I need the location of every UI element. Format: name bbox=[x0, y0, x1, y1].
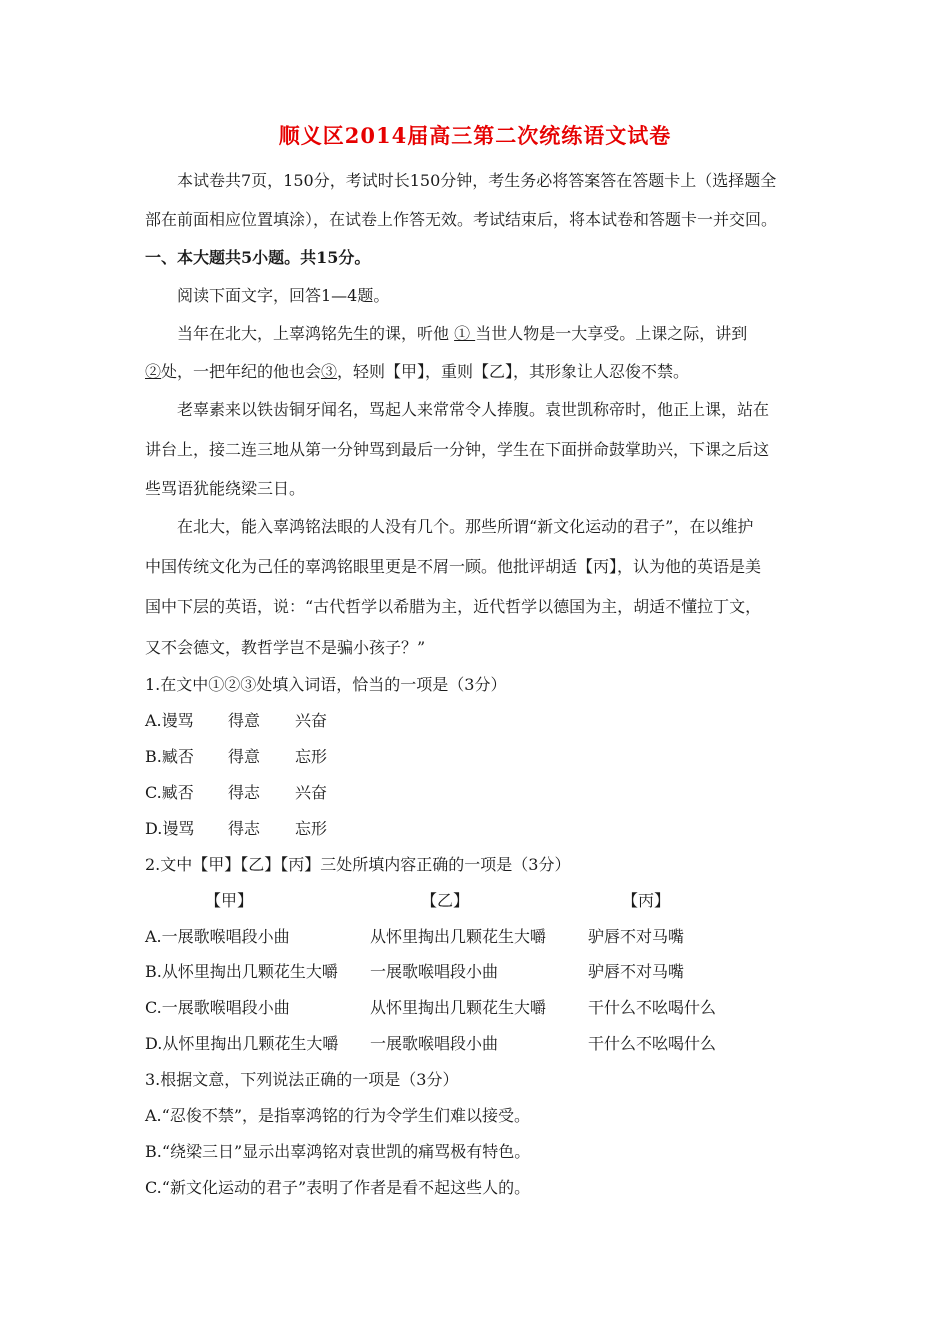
option-text: 一展歌喉唱段小曲 bbox=[370, 962, 499, 981]
passage-p1-line-2 bbox=[145, 359, 689, 382]
intro-line-1: 本试卷共7页，150分，考试时长150分钟，考生务必将答案答在答题卡上（选择题全 bbox=[177, 171, 777, 190]
passage-p3-line-4: 又不会德文，教哲学岂不是骗小孩子？” bbox=[145, 638, 426, 657]
intro-line-2: 部在前面相应位置填涂），在试卷上作答无效。考试结束后，将本试卷和答题卡一并交回。 bbox=[145, 210, 778, 229]
option-word: 忘形 bbox=[295, 747, 328, 766]
option-text: 从怀里掏出几颗花生大嚼 bbox=[370, 927, 547, 946]
option-word: 得意 bbox=[228, 711, 261, 730]
question-3-option-a: A.“忍俊不禁”，是指辜鸿铭的行为令学生们难以接受。 bbox=[145, 1106, 531, 1125]
blank-1: ① bbox=[454, 324, 476, 343]
question-1-stem: 1.在文中①②③处填入词语，恰当的一项是（3分） bbox=[145, 675, 507, 694]
option-label: D.谩骂 bbox=[145, 819, 195, 838]
option-text: 干什么不吆喝什么 bbox=[588, 1034, 717, 1053]
passage-text: 当年在北大，上辜鸿铭先生的课，听他 bbox=[177, 324, 455, 343]
column-header-bing: 【丙】 bbox=[622, 891, 671, 910]
passage-p3-line-3: 国中下层的英语，说：“古代哲学以希腊为主，近代哲学以德国为主，胡适不懂拉丁文， bbox=[145, 597, 762, 616]
passage-p3-line-1: 在北大，能入辜鸿铭法眼的人没有几个。那些所谓“新文化运动的君子”，在以维护 bbox=[177, 517, 754, 536]
blank-3: ③ bbox=[321, 362, 338, 381]
section-heading: 一、本大题共5小题。共15分。 bbox=[145, 248, 371, 267]
option-text: A.一展歌喉唱段小曲 bbox=[145, 927, 290, 946]
passage-p3-line-2: 中国传统文化为己任的辜鸿铭眼里更是不屑一顾。他批评胡适【丙】，认为他的英语是美 bbox=[145, 557, 762, 576]
question-3-option-c: C.“新文化运动的君子”表明了作者是看不起这些人的。 bbox=[145, 1178, 531, 1197]
option-word: 兴奋 bbox=[295, 711, 328, 730]
column-header-yi: 【乙】 bbox=[421, 891, 470, 910]
option-word: 得意 bbox=[228, 747, 261, 766]
option-label: C.臧否 bbox=[145, 783, 194, 802]
option-text: 一展歌喉唱段小曲 bbox=[370, 1034, 499, 1053]
passage-text: ，轻则【甲】，重则【乙】，其形象让人忍俊不禁。 bbox=[337, 362, 690, 381]
option-label: A.谩骂 bbox=[145, 711, 194, 730]
question-2-stem: 2.文中【甲】【乙】【丙】三处所填内容正确的一项是（3分） bbox=[145, 855, 571, 874]
option-text: D.从怀里掏出几颗花生大嚼 bbox=[145, 1034, 339, 1053]
reading-instruction: 阅读下面文字，回答1—4题。 bbox=[177, 286, 390, 305]
option-text: 驴唇不对马嘴 bbox=[588, 962, 685, 981]
passage-p2-line-3: 些骂语犹能绕梁三日。 bbox=[145, 479, 306, 498]
option-text: B.从怀里掏出几颗花生大嚼 bbox=[145, 962, 338, 981]
option-word: 兴奋 bbox=[295, 783, 328, 802]
option-text: 干什么不吆喝什么 bbox=[588, 998, 717, 1017]
option-word: 忘形 bbox=[295, 819, 328, 838]
column-header-jia: 【甲】 bbox=[205, 891, 254, 910]
passage-p2-line-2: 讲台上，接二连三地从第一分钟骂到最后一分钟，学生在下面拼命鼓掌助兴，下课之后这 bbox=[145, 440, 770, 459]
passage-p1-line-1 bbox=[177, 321, 747, 344]
question-3-stem: 3.根据文意，下列说法正确的一项是（3分） bbox=[145, 1070, 459, 1089]
passage-text: 处，一把年纪的他也会 bbox=[161, 362, 322, 381]
passage-p2-line-1: 老辜素来以铁齿铜牙闻名，骂起人来常常令人捧腹。袁世凯称帝时，他正上课，站在 bbox=[177, 400, 770, 419]
option-text: C.一展歌喉唱段小曲 bbox=[145, 998, 290, 1017]
option-word: 得志 bbox=[228, 783, 261, 802]
blank-2: ② bbox=[145, 362, 162, 381]
option-text: 驴唇不对马嘴 bbox=[588, 927, 685, 946]
option-word: 得志 bbox=[228, 819, 261, 838]
option-label: B.臧否 bbox=[145, 747, 194, 766]
exam-title: 顺义区2014届高三第二次统练语文试卷 bbox=[278, 123, 672, 148]
question-3-option-b: B.“绕梁三日”显示出辜鸿铭对袁世凯的痛骂极有特色。 bbox=[145, 1142, 531, 1161]
passage-text: 当世人物是一大享受。上课之际，讲到 bbox=[475, 324, 748, 343]
option-text: 从怀里掏出几颗花生大嚼 bbox=[370, 998, 547, 1017]
